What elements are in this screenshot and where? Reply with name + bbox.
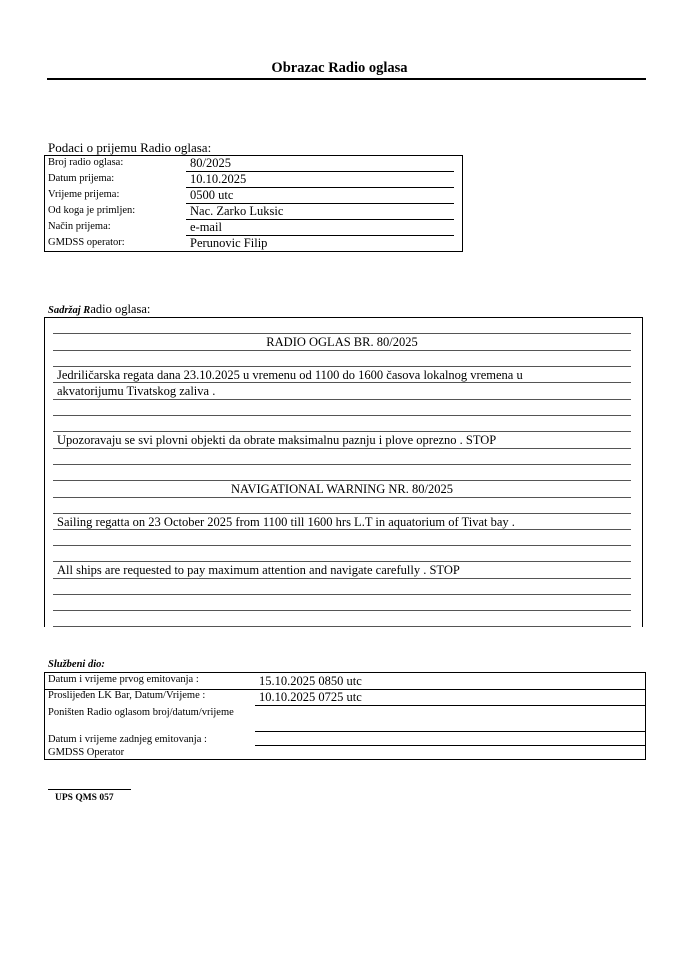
reception-label-time: Vrijeme prijema: [48,189,120,200]
reception-label-number: Broj radio oglasa: [48,157,124,168]
official-label-forwarded: Proslijeđen LK Bar, Datum/Vrijeme : [48,690,206,701]
reception-value-time: 0500 utc [190,188,234,202]
ruled-line [53,578,631,579]
content-heading-rest: adio oglasa: [90,302,151,316]
ruled-line [53,382,631,383]
ruled-line [53,513,631,514]
reception-label-operator: GMDSS operator: [48,237,125,248]
form-title: Obrazac Radio oglasa [271,60,408,76]
official-label-cancelled: Poništen Radio oglasom broj/datum/vrijeme [48,707,234,718]
official-label-first-broadcast: Datum i vrijeme prvog emitovanja : [48,674,199,685]
official-value-forwarded: 10.10.2025 0725 utc [259,690,362,704]
content-box [44,317,643,627]
ruled-line [53,350,631,351]
content-title-english: NAVIGATIONAL WARNING NR. 80/2025 [231,482,453,496]
ruled-line [53,333,631,334]
underline [255,731,646,732]
official-label-last-broadcast: Datum i vrijeme zadnjeg emitovanja : [48,734,207,745]
reception-label-method: Način prijema: [48,221,111,232]
ruled-line [53,399,631,400]
content-line-local-1: Jedriličarska regata dana 23.10.2025 u vremenu od 1100 do 1600 časova lokalnog vremena u [57,368,523,382]
ruled-line [53,529,631,530]
reception-value-date: 10.10.2025 [190,172,247,186]
reception-heading: Podaci o prijemu Radio oglasa: [48,140,212,155]
reception-value-number: 80/2025 [190,156,231,170]
footer-code: UPS QMS 057 [55,793,114,803]
ruled-line [53,480,631,481]
ruled-line [53,415,631,416]
reception-value-method: e-mail [190,220,222,234]
content-line-local-3: Upozoravaju se svi plovni objekti da obrate maksimalnu paznju i plove oprezno . STOP [57,433,497,447]
reception-value-from: Nac. Zarko Luksic [190,204,284,218]
content-heading [48,302,150,317]
content-line-local-2: akvatorijumu Tivatskog zaliva . [57,384,216,398]
reception-label-from: Od koga je primljen: [48,205,136,216]
ruled-line [53,545,631,546]
footer-divider [48,789,131,790]
reception-value-operator: Perunovic Filip [190,236,268,250]
underline [255,705,646,706]
content-heading-prefix: Sadržaj R [48,305,91,316]
underline [186,219,454,220]
title-divider [47,78,646,80]
ruled-line [53,366,631,367]
content-line-english-1: Sailing regatta on 23 October 2025 from 1100 till 1600 hrs L.T in aquatorium of Tivat bay . [57,515,515,529]
ruled-line [53,464,631,465]
underline [255,745,646,746]
ruled-line [53,497,631,498]
content-title-local: RADIO OGLAS BR. 80/2025 [266,335,418,349]
official-heading: Službeni dio: [48,659,105,670]
ruled-line [53,431,631,432]
content-line-english-2: All ships are requested to pay maximum attention and navigate carefully . STOP [57,563,460,577]
ruled-line [53,626,631,627]
ruled-line [53,610,631,611]
reception-label-date: Datum prijema: [48,173,115,184]
ruled-line [53,561,631,562]
official-label-operator: GMDSS Operator [48,747,125,758]
ruled-line [53,594,631,595]
ruled-line [53,448,631,449]
official-value-first-broadcast: 15.10.2025 0850 utc [259,674,362,688]
